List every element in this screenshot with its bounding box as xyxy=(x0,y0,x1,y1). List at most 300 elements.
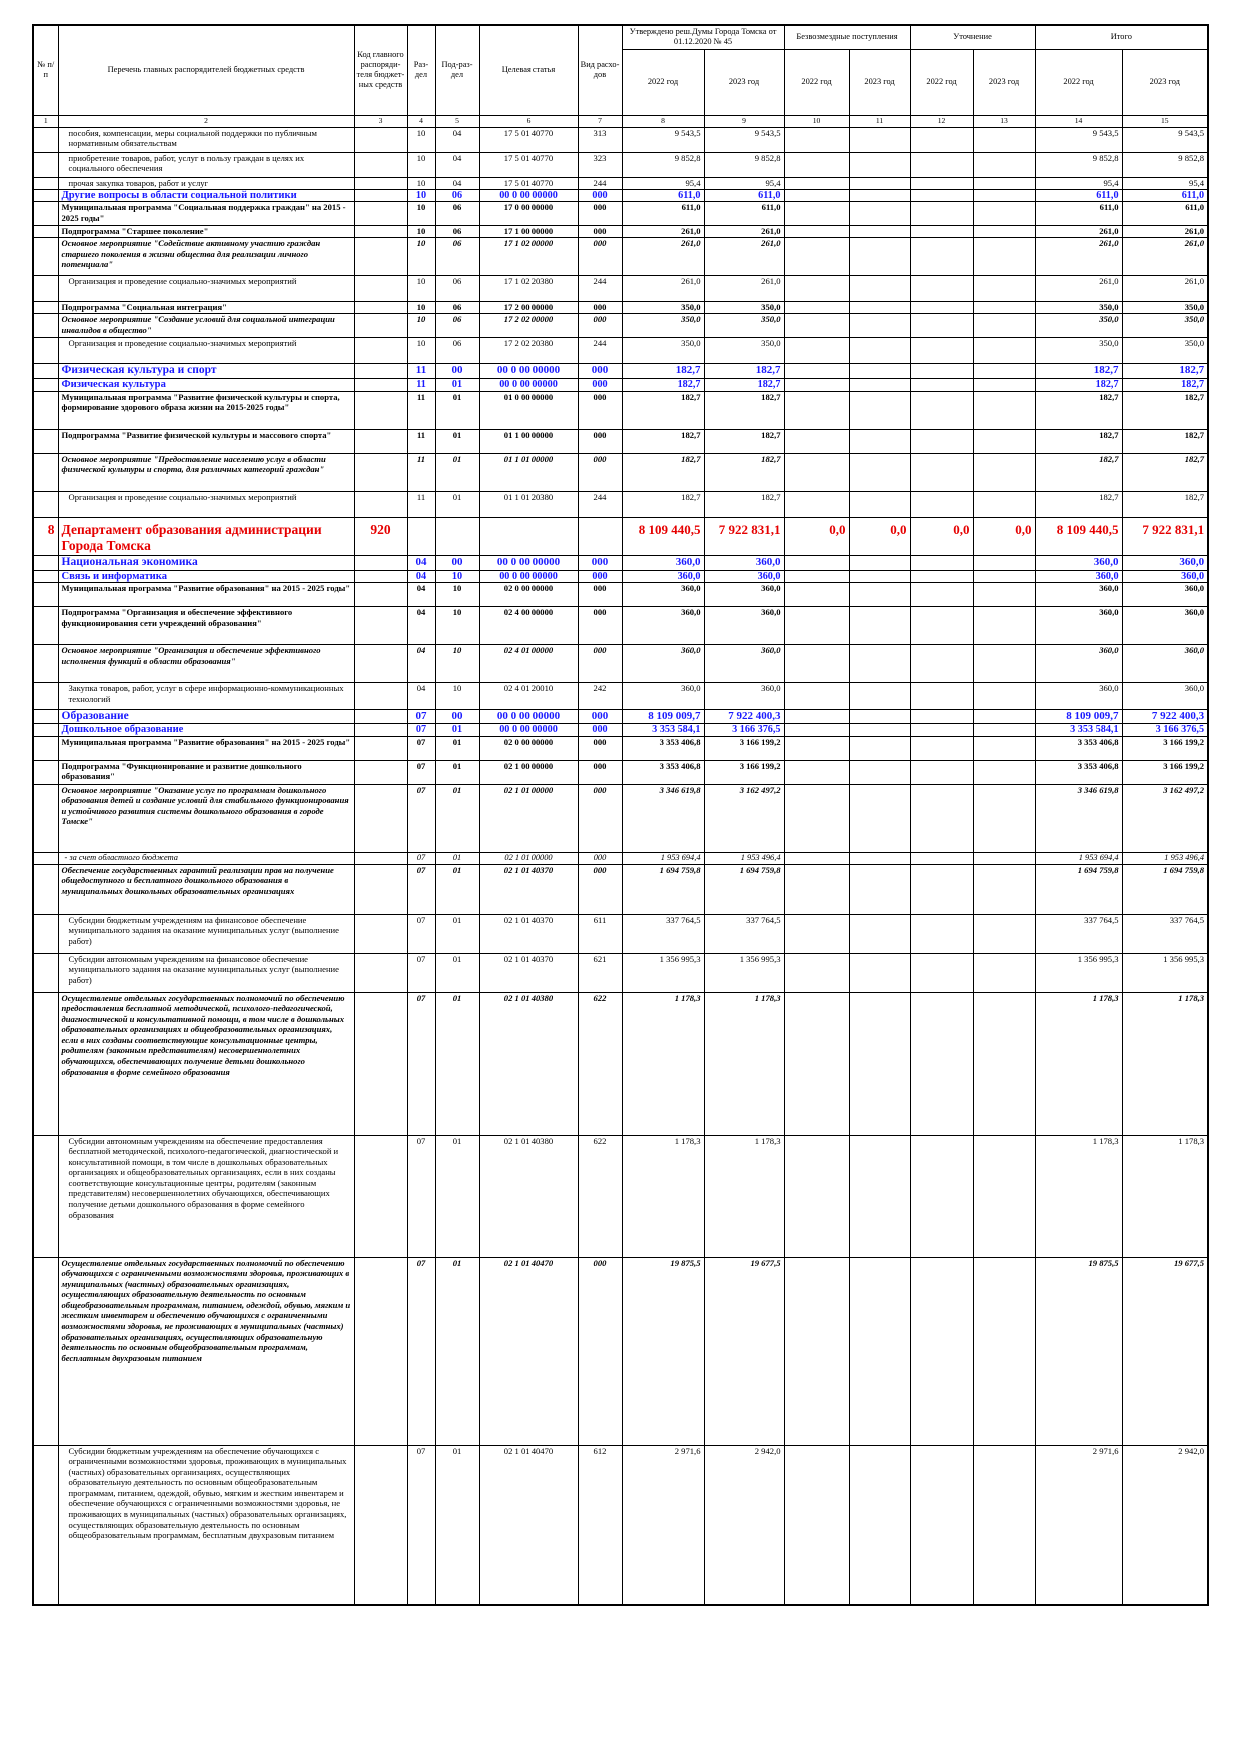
row-number xyxy=(33,314,58,338)
row-clarification-2022 xyxy=(910,914,973,953)
row-clarification-2022 xyxy=(910,302,973,314)
row-gratuitous-2023 xyxy=(849,314,910,338)
row-code xyxy=(354,202,407,226)
row-name: Подпрограмма "Социальная интеграция" xyxy=(58,302,354,314)
table-row xyxy=(33,177,1208,189)
row-total-2022: 360,0 xyxy=(1035,583,1122,607)
row-podrazdel: 01 xyxy=(435,491,479,517)
row-code xyxy=(354,338,407,364)
row-target-article: 00 0 00 00000 xyxy=(479,710,578,724)
row-expense-type: 000 xyxy=(578,226,622,238)
row-name: Департамент образования администрации Города Томска xyxy=(58,517,354,555)
row-clarification-2022 xyxy=(910,710,973,724)
row-target-article: 02 1 01 40470 xyxy=(479,1445,578,1605)
row-approved-2022: 3 353 584,1 xyxy=(622,724,704,737)
row-expense-type: 000 xyxy=(578,607,622,645)
row-clarification-2022 xyxy=(910,338,973,364)
row-expense-type: 000 xyxy=(578,391,622,429)
row-approved-2022: 360,0 xyxy=(622,583,704,607)
row-approved-2023: 3 166 376,5 xyxy=(704,724,784,737)
row-gratuitous-2023 xyxy=(849,1257,910,1445)
row-gratuitous-2022 xyxy=(784,314,849,338)
row-expense-type: 000 xyxy=(578,189,622,202)
row-total-2023: 261,0 xyxy=(1122,276,1208,302)
row-approved-2022: 2 971,6 xyxy=(622,1445,704,1605)
row-gratuitous-2023 xyxy=(849,453,910,491)
row-total-2023: 7 922 831,1 xyxy=(1122,517,1208,555)
row-name: Связь и информатика xyxy=(58,570,354,583)
row-total-2023: 360,0 xyxy=(1122,683,1208,710)
row-approved-2023: 261,0 xyxy=(704,276,784,302)
row-total-2022: 360,0 xyxy=(1035,570,1122,583)
budget-sheet xyxy=(32,24,1207,1606)
row-podrazdel: 10 xyxy=(435,570,479,583)
row-approved-2023: 350,0 xyxy=(704,314,784,338)
row-gratuitous-2023 xyxy=(849,202,910,226)
row-approved-2023: 337 764,5 xyxy=(704,914,784,953)
row-gratuitous-2023 xyxy=(849,338,910,364)
table-row xyxy=(33,1445,1208,1605)
row-target-article: 17 2 00 00000 xyxy=(479,302,578,314)
row-approved-2023: 182,7 xyxy=(704,429,784,453)
row-podrazdel: 01 xyxy=(435,760,479,784)
row-target-article: 00 0 00 00000 xyxy=(479,364,578,379)
row-approved-2022: 360,0 xyxy=(622,555,704,570)
row-total-2022: 350,0 xyxy=(1035,302,1122,314)
row-gratuitous-2022 xyxy=(784,953,849,992)
row-approved-2023: 261,0 xyxy=(704,238,784,276)
table-row xyxy=(33,683,1208,710)
row-podrazdel: 01 xyxy=(435,724,479,737)
row-podrazdel: 06 xyxy=(435,276,479,302)
row-number xyxy=(33,1445,58,1605)
row-number xyxy=(33,429,58,453)
table-row xyxy=(33,852,1208,864)
row-number xyxy=(33,226,58,238)
row-total-2023: 337 764,5 xyxy=(1122,914,1208,953)
row-clarification-2023 xyxy=(973,429,1035,453)
header-year: 2023 год xyxy=(973,49,1035,115)
row-gratuitous-2022 xyxy=(784,338,849,364)
row-razdel xyxy=(407,517,435,555)
row-code xyxy=(354,127,407,152)
row-total-2022: 8 109 009,7 xyxy=(1035,710,1122,724)
header-target: Целевая статья xyxy=(479,25,578,115)
row-name: Субсидии бюджетным учреждениям на обеспечение обучающихся с ограниченными возможностями здоровья, проживающих в муниципальных (частных) образовательных организациях, осуществляющих образовательную деятельность по основным общеобразовательным программам, питанием, одеждой, обувью, мягким и жестким инвентарем и обеспечение обучающихся с ограниченными возможностями здоровья, не проживающих в муниципальных (частных) образовательных организациях, осуществляющих образовательную деятельность по основным общеобразовательным программам, бесплатным двухразовым питанием xyxy=(58,1445,354,1605)
row-gratuitous-2022 xyxy=(784,784,849,852)
row-clarification-2023 xyxy=(973,226,1035,238)
row-total-2022: 1 694 759,8 xyxy=(1035,864,1122,914)
row-total-2022: 611,0 xyxy=(1035,202,1122,226)
row-target-article: 17 2 02 20380 xyxy=(479,338,578,364)
column-number: 1 xyxy=(33,115,58,127)
row-approved-2023: 360,0 xyxy=(704,645,784,683)
row-approved-2023: 1 694 759,8 xyxy=(704,864,784,914)
row-razdel: 07 xyxy=(407,760,435,784)
row-clarification-2023 xyxy=(973,683,1035,710)
row-number xyxy=(33,852,58,864)
row-gratuitous-2022: 0,0 xyxy=(784,517,849,555)
row-expense-type: 000 xyxy=(578,453,622,491)
row-approved-2023: 611,0 xyxy=(704,189,784,202)
header-vid: Вид расхо-дов xyxy=(578,25,622,115)
table-row xyxy=(33,127,1208,152)
row-gratuitous-2023 xyxy=(849,238,910,276)
row-clarification-2023 xyxy=(973,189,1035,202)
row-approved-2022: 350,0 xyxy=(622,338,704,364)
row-razdel: 11 xyxy=(407,491,435,517)
row-name: Основное мероприятие "Содействие активному участию граждан старшего поколения в жизни общества для реализации личного потенциала" xyxy=(58,238,354,276)
table-row xyxy=(33,953,1208,992)
row-approved-2022: 360,0 xyxy=(622,607,704,645)
row-expense-type: 000 xyxy=(578,379,622,392)
row-name: Образование xyxy=(58,710,354,724)
table-row xyxy=(33,379,1208,392)
row-podrazdel: 10 xyxy=(435,607,479,645)
row-approved-2023: 360,0 xyxy=(704,607,784,645)
row-total-2022: 8 109 440,5 xyxy=(1035,517,1122,555)
row-name: Национальная экономика xyxy=(58,555,354,570)
row-total-2022: 360,0 xyxy=(1035,607,1122,645)
row-total-2022: 1 953 694,4 xyxy=(1035,852,1122,864)
row-total-2023: 9 852,8 xyxy=(1122,152,1208,177)
row-total-2022: 182,7 xyxy=(1035,364,1122,379)
table-row xyxy=(33,555,1208,570)
row-clarification-2022 xyxy=(910,683,973,710)
row-podrazdel: 06 xyxy=(435,238,479,276)
column-number: 12 xyxy=(910,115,973,127)
row-expense-type: 000 xyxy=(578,784,622,852)
row-code xyxy=(354,736,407,760)
row-approved-2023: 360,0 xyxy=(704,555,784,570)
row-clarification-2022 xyxy=(910,364,973,379)
row-razdel: 11 xyxy=(407,429,435,453)
row-total-2023: 3 162 497,2 xyxy=(1122,784,1208,852)
row-approved-2022: 3 353 406,8 xyxy=(622,760,704,784)
row-expense-type: 612 xyxy=(578,1445,622,1605)
table-row xyxy=(33,226,1208,238)
row-clarification-2023 xyxy=(973,914,1035,953)
row-clarification-2023: 0,0 xyxy=(973,517,1035,555)
row-target-article: 02 0 00 00000 xyxy=(479,736,578,760)
row-clarification-2022 xyxy=(910,992,973,1135)
row-clarification-2023 xyxy=(973,238,1035,276)
row-gratuitous-2023 xyxy=(849,429,910,453)
row-expense-type: 000 xyxy=(578,238,622,276)
row-expense-type: 000 xyxy=(578,302,622,314)
row-total-2023: 1 178,3 xyxy=(1122,1135,1208,1257)
row-approved-2023: 19 677,5 xyxy=(704,1257,784,1445)
column-number: 3 xyxy=(354,115,407,127)
row-gratuitous-2023 xyxy=(849,760,910,784)
row-clarification-2022 xyxy=(910,202,973,226)
row-approved-2022: 182,7 xyxy=(622,364,704,379)
row-razdel: 07 xyxy=(407,724,435,737)
row-clarification-2022 xyxy=(910,645,973,683)
row-expense-type: 000 xyxy=(578,645,622,683)
budget-table xyxy=(32,24,1209,1606)
row-razdel: 10 xyxy=(407,338,435,364)
row-approved-2022: 182,7 xyxy=(622,453,704,491)
row-podrazdel: 01 xyxy=(435,992,479,1135)
row-podrazdel: 01 xyxy=(435,1257,479,1445)
row-clarification-2022 xyxy=(910,152,973,177)
row-gratuitous-2023 xyxy=(849,302,910,314)
row-approved-2023: 182,7 xyxy=(704,391,784,429)
table-row xyxy=(33,607,1208,645)
table-row xyxy=(33,864,1208,914)
row-code xyxy=(354,302,407,314)
row-podrazdel: 04 xyxy=(435,152,479,177)
row-clarification-2022 xyxy=(910,189,973,202)
row-expense-type: 244 xyxy=(578,177,622,189)
row-gratuitous-2023 xyxy=(849,1135,910,1257)
row-name: Основное мероприятие "Оказание услуг по программам дошкольного образования детей и создание условий для стабильного функционирования и устойчивого развития системы дошкольного образования в городе Томске" xyxy=(58,784,354,852)
row-razdel: 04 xyxy=(407,645,435,683)
row-gratuitous-2023 xyxy=(849,710,910,724)
row-total-2022: 3 353 406,8 xyxy=(1035,760,1122,784)
header-year: 2022 год xyxy=(910,49,973,115)
row-gratuitous-2023: 0,0 xyxy=(849,517,910,555)
row-total-2023: 1 953 496,4 xyxy=(1122,852,1208,864)
row-clarification-2023 xyxy=(973,852,1035,864)
row-podrazdel: 01 xyxy=(435,453,479,491)
row-total-2023: 261,0 xyxy=(1122,238,1208,276)
row-name: Организация и проведение социально-значимых мероприятий xyxy=(58,276,354,302)
row-podrazdel: 01 xyxy=(435,953,479,992)
row-razdel: 07 xyxy=(407,953,435,992)
row-razdel: 07 xyxy=(407,864,435,914)
row-name: Закупка товаров, работ, услуг в сфере информационно-коммуникационных технологий xyxy=(58,683,354,710)
row-gratuitous-2023 xyxy=(849,189,910,202)
row-total-2023: 611,0 xyxy=(1122,202,1208,226)
row-gratuitous-2023 xyxy=(849,177,910,189)
row-clarification-2022 xyxy=(910,276,973,302)
row-number xyxy=(33,177,58,189)
row-code xyxy=(354,453,407,491)
row-code xyxy=(354,189,407,202)
row-name: Обеспечение государственных гарантий реализации прав на получение общедоступного и бесплатного дошкольного образования в муниципальных дошкольных образовательных организациях xyxy=(58,864,354,914)
row-razdel: 07 xyxy=(407,1135,435,1257)
row-approved-2022: 611,0 xyxy=(622,189,704,202)
row-total-2023: 182,7 xyxy=(1122,491,1208,517)
row-podrazdel: 01 xyxy=(435,391,479,429)
table-row xyxy=(33,1135,1208,1257)
row-number xyxy=(33,202,58,226)
row-clarification-2023 xyxy=(973,364,1035,379)
row-gratuitous-2022 xyxy=(784,391,849,429)
row-code xyxy=(354,1135,407,1257)
row-clarification-2023 xyxy=(973,1445,1035,1605)
row-razdel: 04 xyxy=(407,555,435,570)
row-total-2022: 95,4 xyxy=(1035,177,1122,189)
row-number xyxy=(33,736,58,760)
row-code xyxy=(354,570,407,583)
row-expense-type: 244 xyxy=(578,276,622,302)
row-clarification-2022 xyxy=(910,864,973,914)
row-name: Субсидии автономным учреждениям на обеспечение предоставления бесплатной методической, психолого-педагогической, диагностической и консультативной помощи, в том числе в дошкольных образовательных организациях и общеобразовательных организациях, если в них созданы соответствующие консультационные центры, родителям (законным представителям) несовершеннолетних обучающихся, обеспечивающих получение детьми дошкольного образования в форме семейного образования xyxy=(58,1135,354,1257)
row-code xyxy=(354,852,407,864)
row-name: прочая закупка товаров, работ и услуг xyxy=(58,177,354,189)
row-gratuitous-2023 xyxy=(849,992,910,1135)
row-gratuitous-2022 xyxy=(784,238,849,276)
row-clarification-2023 xyxy=(973,760,1035,784)
row-clarification-2023 xyxy=(973,555,1035,570)
row-razdel: 11 xyxy=(407,391,435,429)
row-clarification-2023 xyxy=(973,152,1035,177)
row-target-article: 02 1 01 40380 xyxy=(479,992,578,1135)
row-gratuitous-2023 xyxy=(849,364,910,379)
row-gratuitous-2022 xyxy=(784,555,849,570)
row-approved-2022: 182,7 xyxy=(622,491,704,517)
row-total-2023: 182,7 xyxy=(1122,379,1208,392)
row-code xyxy=(354,379,407,392)
header-no: № п/п xyxy=(33,25,58,115)
row-podrazdel: 06 xyxy=(435,302,479,314)
row-code xyxy=(354,314,407,338)
row-clarification-2022 xyxy=(910,1257,973,1445)
row-gratuitous-2022 xyxy=(784,379,849,392)
row-code xyxy=(354,607,407,645)
row-total-2022: 182,7 xyxy=(1035,429,1122,453)
table-row xyxy=(33,517,1208,555)
row-approved-2023: 9 543,5 xyxy=(704,127,784,152)
column-number: 9 xyxy=(704,115,784,127)
row-gratuitous-2023 xyxy=(849,953,910,992)
row-expense-type: 242 xyxy=(578,683,622,710)
row-podrazdel: 01 xyxy=(435,784,479,852)
row-clarification-2023 xyxy=(973,570,1035,583)
row-gratuitous-2022 xyxy=(784,1257,849,1445)
row-target-article: 17 5 01 40770 xyxy=(479,152,578,177)
row-approved-2022: 182,7 xyxy=(622,379,704,392)
row-gratuitous-2022 xyxy=(784,127,849,152)
row-target-article: 17 1 02 20380 xyxy=(479,276,578,302)
row-target-article: 02 1 01 40470 xyxy=(479,1257,578,1445)
row-code xyxy=(354,429,407,453)
row-number xyxy=(33,152,58,177)
row-target-article: 00 0 00 00000 xyxy=(479,555,578,570)
row-target-article: 02 1 01 40370 xyxy=(479,864,578,914)
row-razdel: 11 xyxy=(407,364,435,379)
row-number xyxy=(33,914,58,953)
row-approved-2022: 9 543,5 xyxy=(622,127,704,152)
row-gratuitous-2022 xyxy=(784,177,849,189)
row-name: Муниципальная программа "Развитие образования" на 2015 - 2025 годы" xyxy=(58,583,354,607)
row-gratuitous-2023 xyxy=(849,276,910,302)
table-row xyxy=(33,710,1208,724)
header-year: 2022 год xyxy=(622,49,704,115)
table-row xyxy=(33,302,1208,314)
row-target-article: 02 4 00 00000 xyxy=(479,607,578,645)
row-clarification-2022 xyxy=(910,852,973,864)
row-number xyxy=(33,127,58,152)
row-gratuitous-2022 xyxy=(784,645,849,683)
row-expense-type: 000 xyxy=(578,429,622,453)
row-clarification-2023 xyxy=(973,607,1035,645)
row-gratuitous-2022 xyxy=(784,607,849,645)
row-gratuitous-2022 xyxy=(784,152,849,177)
column-number: 11 xyxy=(849,115,910,127)
row-total-2023: 182,7 xyxy=(1122,391,1208,429)
row-code xyxy=(354,1257,407,1445)
row-approved-2022: 360,0 xyxy=(622,683,704,710)
row-target-article: 00 0 00 00000 xyxy=(479,570,578,583)
row-gratuitous-2022 xyxy=(784,992,849,1135)
row-approved-2023: 1 953 496,4 xyxy=(704,852,784,864)
row-code xyxy=(354,583,407,607)
column-number-row xyxy=(33,115,1208,127)
row-clarification-2023 xyxy=(973,864,1035,914)
row-number xyxy=(33,276,58,302)
row-number xyxy=(33,302,58,314)
row-clarification-2023 xyxy=(973,710,1035,724)
row-clarification-2022 xyxy=(910,724,973,737)
column-number: 6 xyxy=(479,115,578,127)
row-gratuitous-2023 xyxy=(849,391,910,429)
header-year: 2022 год xyxy=(784,49,849,115)
row-gratuitous-2022 xyxy=(784,189,849,202)
row-clarification-2022: 0,0 xyxy=(910,517,973,555)
row-approved-2022: 261,0 xyxy=(622,276,704,302)
row-expense-type: 000 xyxy=(578,570,622,583)
row-gratuitous-2022 xyxy=(784,491,849,517)
row-target-article: 02 1 01 40380 xyxy=(479,1135,578,1257)
row-gratuitous-2023 xyxy=(849,724,910,737)
row-approved-2023: 3 162 497,2 xyxy=(704,784,784,852)
column-number: 2 xyxy=(58,115,354,127)
row-expense-type: 244 xyxy=(578,491,622,517)
table-row xyxy=(33,760,1208,784)
row-approved-2022: 3 346 619,8 xyxy=(622,784,704,852)
row-expense-type: 000 xyxy=(578,364,622,379)
row-target-article: 02 1 01 00000 xyxy=(479,784,578,852)
row-approved-2022: 1 178,3 xyxy=(622,1135,704,1257)
row-podrazdel: 00 xyxy=(435,364,479,379)
row-razdel: 04 xyxy=(407,607,435,645)
row-approved-2023: 9 852,8 xyxy=(704,152,784,177)
row-total-2022: 337 764,5 xyxy=(1035,914,1122,953)
row-name: - за счет областного бюджета xyxy=(58,852,354,864)
row-target-article: 17 5 01 40770 xyxy=(479,127,578,152)
row-total-2023: 360,0 xyxy=(1122,607,1208,645)
table-body xyxy=(33,127,1208,1605)
row-total-2023: 611,0 xyxy=(1122,189,1208,202)
row-name: Другие вопросы в области социальной политики xyxy=(58,189,354,202)
column-number: 4 xyxy=(407,115,435,127)
row-target-article: 01 0 00 00000 xyxy=(479,391,578,429)
table-row xyxy=(33,276,1208,302)
row-name: Организация и проведение социально-значимых мероприятий xyxy=(58,491,354,517)
row-clarification-2022 xyxy=(910,583,973,607)
row-code xyxy=(354,914,407,953)
row-target-article: 00 0 00 00000 xyxy=(479,724,578,737)
row-target-article: 17 2 02 00000 xyxy=(479,314,578,338)
row-number xyxy=(33,724,58,737)
row-gratuitous-2022 xyxy=(784,736,849,760)
row-podrazdel: 10 xyxy=(435,645,479,683)
row-gratuitous-2023 xyxy=(849,379,910,392)
row-razdel: 10 xyxy=(407,314,435,338)
table-row xyxy=(33,914,1208,953)
row-razdel: 07 xyxy=(407,1445,435,1605)
row-number xyxy=(33,364,58,379)
row-expense-type: 622 xyxy=(578,992,622,1135)
column-number: 8 xyxy=(622,115,704,127)
row-target-article: 01 1 01 00000 xyxy=(479,453,578,491)
table-row xyxy=(33,1257,1208,1445)
table-header xyxy=(33,25,1208,127)
